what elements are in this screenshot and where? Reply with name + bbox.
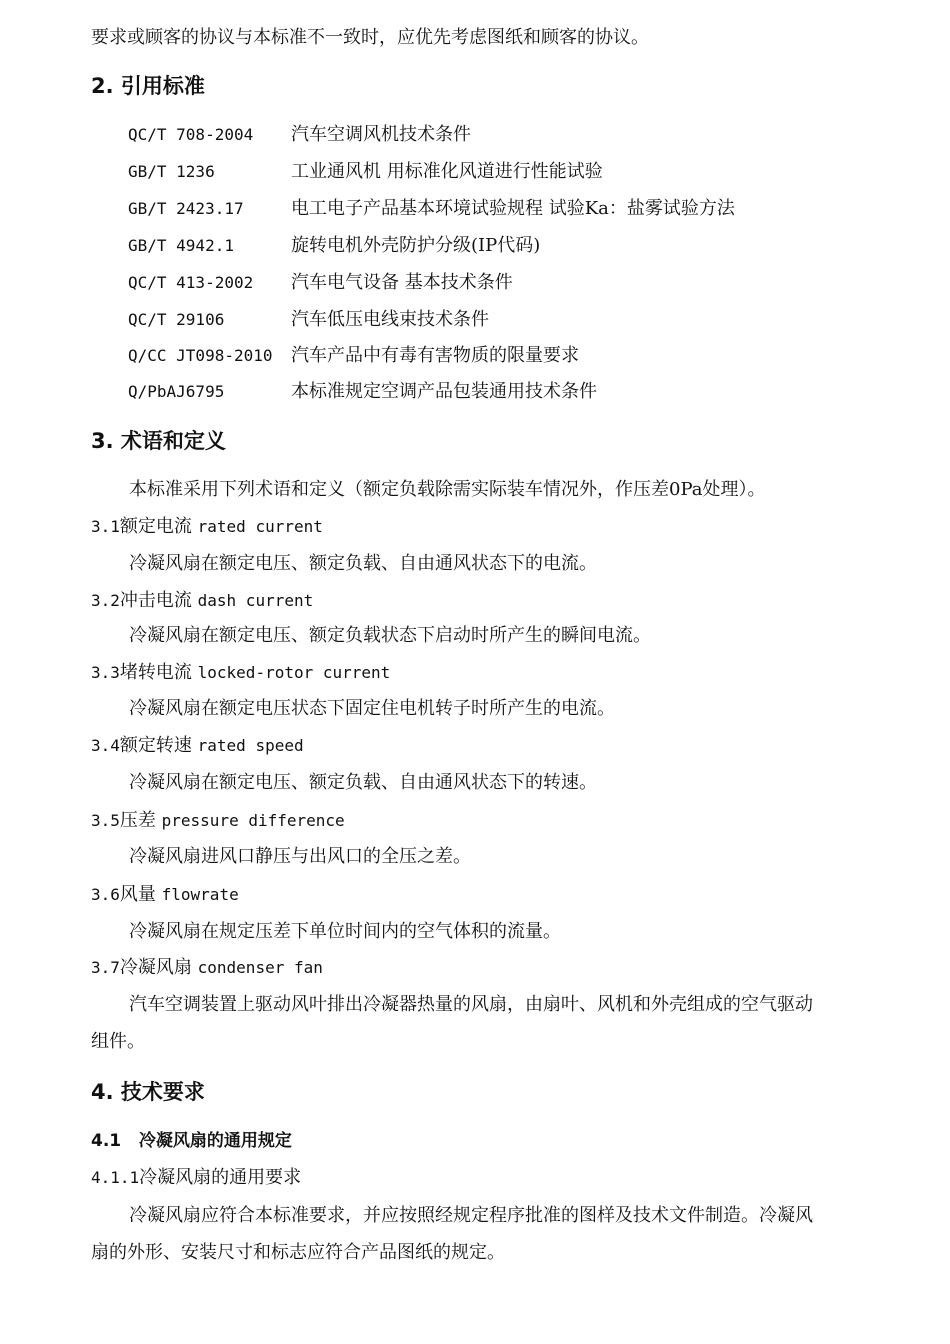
term-definition: 冷凝风扇在额定电压状态下固定住电机转子时所产生的电流。: [129, 698, 615, 719]
reference-code: GB/T 2423.17: [128, 199, 244, 218]
term-cn: 额定电流: [119, 516, 192, 537]
reference-title: 汽车电气设备 基本技术条件: [291, 272, 513, 293]
term-definition-continued: 组件。: [91, 1031, 145, 1052]
requirement-paragraph: 冷凝风扇应符合本标准要求，并应按照经规定程序批准的图样及技术文件制造。冷凝风: [129, 1205, 813, 1226]
reference-title: 汽车空调风机技术条件: [291, 124, 471, 145]
term-en: dash current: [197, 591, 314, 610]
reference-title: 电工电子产品基本环境试验规程 试验Ka：盐雾试验方法: [291, 198, 735, 219]
term-number: 3.4: [91, 736, 120, 755]
term-en: flowrate: [161, 885, 239, 904]
term-heading: [91, 515, 323, 539]
reference-code: QC/T 29106: [128, 310, 225, 329]
reference-title: 汽车产品中有毒有害物质的限量要求: [291, 345, 579, 366]
reference-code: Q/PbAJ6795: [128, 382, 225, 401]
term-en: rated speed: [197, 736, 304, 755]
terms-intro: 本标准采用下列术语和定义（额定负载除需实际装车情况外，作压差0Pa处理）。: [129, 479, 766, 500]
term-cn: 压差: [119, 810, 156, 831]
section-heading-requirements: 4. 技术要求: [91, 1080, 205, 1104]
term-definition: 冷凝风扇在额定电压、额定负载、自由通风状态下的电流。: [129, 553, 597, 574]
term-heading: [91, 956, 323, 980]
term-en: rated current: [197, 517, 323, 536]
subsubsection-title: 冷凝风扇的通用要求: [139, 1167, 302, 1188]
reference-code: Q/CC JT098-2010: [128, 346, 273, 365]
reference-title: 旋转电机外壳防护分级(IP代码): [291, 235, 541, 256]
term-number: 3.1: [91, 517, 120, 536]
term-cn: 冲击电流: [119, 590, 192, 611]
term-en: pressure difference: [161, 811, 345, 830]
reference-title: 工业通风机 用标准化风道进行性能试验: [291, 161, 603, 182]
reference-title: 本标准规定空调产品包装通用技术条件: [291, 381, 597, 402]
term-heading: [91, 589, 313, 613]
requirement-paragraph-continued: 扇的外形、安装尺寸和标志应符合产品图纸的规定。: [91, 1242, 505, 1263]
term-number: 3.5: [91, 811, 120, 830]
reference-title: 汽车低压电线束技术条件: [291, 309, 489, 330]
term-en: locked-rotor current: [197, 663, 391, 682]
term-heading: [91, 883, 239, 907]
reference-code: QC/T 708-2004: [128, 125, 254, 144]
term-cn: 额定转速: [119, 735, 192, 756]
term-number: 3.7: [91, 958, 120, 977]
section-heading-references: 2. 引用标准: [91, 74, 205, 98]
term-definition: 冷凝风扇在规定压差下单位时间内的空气体积的流量。: [129, 921, 561, 942]
subsection-heading: 4.1 冷凝风扇的通用规定: [91, 1131, 292, 1151]
subsubsection-heading: [91, 1166, 301, 1190]
reference-code: GB/T 1236: [128, 162, 215, 181]
term-cn: 冷凝风扇: [119, 957, 192, 978]
term-number: 3.6: [91, 885, 120, 904]
reference-code: QC/T 413-2002: [128, 273, 254, 292]
term-heading: [91, 734, 304, 758]
term-definition: 冷凝风扇在额定电压、额定负载、自由通风状态下的转速。: [129, 772, 597, 793]
term-definition: 冷凝风扇在额定电压、额定负载状态下启动时所产生的瞬间电流。: [129, 625, 651, 646]
term-heading: [91, 809, 345, 833]
reference-code: GB/T 4942.1: [128, 236, 234, 255]
term-definition: 汽车空调装置上驱动风叶排出冷凝器热量的风扇，由扇叶、风机和外壳组成的空气驱动: [129, 994, 813, 1015]
term-cn: 风量: [119, 884, 156, 905]
term-en: condenser fan: [197, 958, 323, 977]
term-heading: [91, 661, 390, 685]
term-cn: 堵转电流: [119, 662, 192, 683]
term-number: 3.2: [91, 591, 120, 610]
term-number: 3.3: [91, 663, 120, 682]
term-definition: 冷凝风扇进风口静压与出风口的全压之差。: [129, 846, 471, 867]
section-heading-terms: 3. 术语和定义: [91, 429, 226, 453]
subsubsection-number: 4.1.1: [91, 1168, 140, 1187]
intro-text: 要求或顾客的协议与本标准不一致时，应优先考虑图纸和顾客的协议。: [91, 27, 649, 48]
